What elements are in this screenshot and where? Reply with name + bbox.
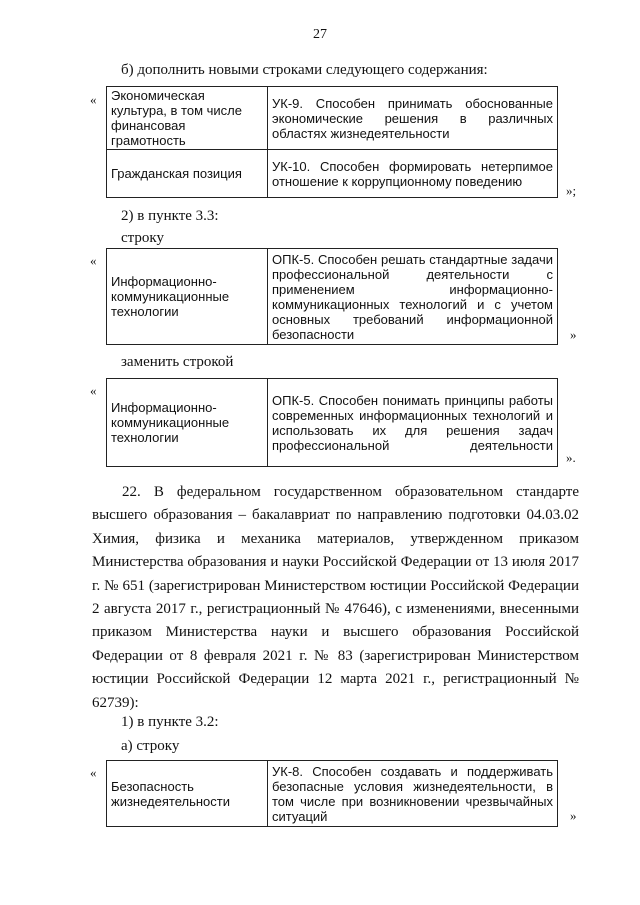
page-number: 27 [313,27,327,42]
table-row [107,379,558,467]
open-quote-4: « [90,765,97,780]
table-cell-category: Информационно-коммуникационные технологии [107,249,268,345]
competency-table-3 [106,378,558,467]
close-quote-2: » [570,327,577,342]
table-cell-competency: УК-9. Способен принимать обоснованные экономические решения в различных областях жизнедеятельности [268,87,558,150]
table-row [107,761,558,827]
table-row [107,150,558,198]
replace-with-line: заменить строкой [121,354,234,370]
paragraph-22: 22. В федеральном государственном образовательном стандарте высшего образования – бакалавриат по направлению подготовки 04.03.02 Химия, физика и механика материалов, утвержденном приказом Министерства образования и науки Российской Федерации от 13 июля 2017 г. № 651 (зарегистрирован Министерством юстиции Российской Федерации 2 августа 2017 г., регистрационный № 47646), с изменениями, внесенными приказом Министерства науки и высшего образования Российской Федерации от 8 февраля 2021 г. № 83 (зарегистрирован Министерством юстиции Российской Федерации 12 марта 2021 г., регистрационный № 62739): [92,484,579,711]
table-cell-category: Безопасность жизнедеятельности [107,761,268,827]
table-row [107,87,558,150]
open-quote-2: « [90,253,97,268]
open-quote-3: « [90,383,97,398]
competency-table-4 [106,760,558,827]
open-quote-1: « [90,92,97,107]
close-quote-3: ». [566,450,576,465]
table-cell-category: Гражданская позиция [107,150,268,198]
table-cell-competency: ОПК-5. Способен понимать принципы работы современных информационных технологий и использовать их для решения задач профессиональной деятельности [268,379,558,467]
table-cell-competency: ОПК-5. Способен решать стандартные задачи профессиональной деятельности с применением информационно-коммуникационных технологий и с учетом основных требований информационной безопасности [268,249,558,345]
item-2-line: 2) в пункте 3.3: [121,208,219,224]
table-cell-category: Экономическая культура, в том числе финансовая грамотность [107,87,268,150]
competency-table-1 [106,86,558,198]
table-cell-competency: УК-10. Способен формировать нетерпимое отношение к коррупционному поведению [268,150,558,198]
close-quote-1: »; [566,183,577,198]
intro-line: б) дополнить новыми строками следующего содержания: [121,62,488,78]
table-cell-competency: УК-8. Способен создавать и поддерживать безопасные условия жизнедеятельности, в том числе при возникновении чрезвычайных ситуаций [268,761,558,827]
row-word-line: строку [121,230,164,246]
item-1-line: 1) в пункте 3.2: [121,714,219,730]
competency-table-2 [106,248,558,345]
table-cell-category: Информационно-коммуникационные технологии [107,379,268,467]
table-row [107,249,558,345]
close-quote-4: » [570,808,577,823]
item-a-line: а) строку [121,738,180,754]
